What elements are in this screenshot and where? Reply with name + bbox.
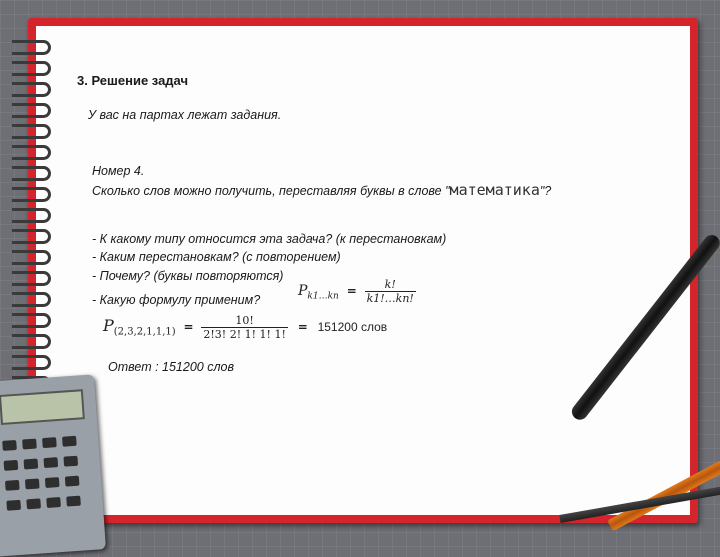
formula1-fraction [365,278,416,305]
formula1-equals: = [346,284,357,298]
question-3: - Почему? (буквы повторяются) [92,269,284,283]
answer-text: Ответ : 151200 слов [108,360,234,374]
formula2-denominator: 2!3! 2! 1! 1! 1! [203,328,286,341]
intro-text: У вас на партах лежат задания. [88,108,282,122]
formula1-numerator: k! [365,278,416,292]
problem-text-after: "? [539,184,552,198]
problem-number: Номер 4. [92,164,145,178]
slide-title: 3. Решение задач [77,73,189,88]
formula2-equals: = [183,320,194,334]
formula2-equals-result: = [297,320,308,334]
problem-text [92,181,551,199]
formula2-subscript: (2,3,2,1,1,1) [113,326,176,338]
formula-permutations-with-repetition [298,278,416,305]
formula2-result: 151200 слов [317,320,388,334]
formula2-fraction [201,314,288,341]
problem-text-before: Сколько слов можно получить, переставляя буквы в слове " [92,184,450,198]
question-2: - Каким перестановкам? (с повторением) [92,250,341,264]
formula1-denominator: k1!…kn! [366,292,414,305]
question-1: - К какому типу относится эта задача? (к перестановкам) [92,232,447,246]
problem-word: математика [449,181,540,199]
formula2-symbol: P [103,316,114,335]
question-4: - Какую формулу применим? [92,293,261,307]
formula-calculation [103,314,387,341]
formula1-symbol: P [298,283,308,299]
formula1-subscript: k1…kn [307,291,339,302]
formula2-numerator: 10! [201,314,288,328]
